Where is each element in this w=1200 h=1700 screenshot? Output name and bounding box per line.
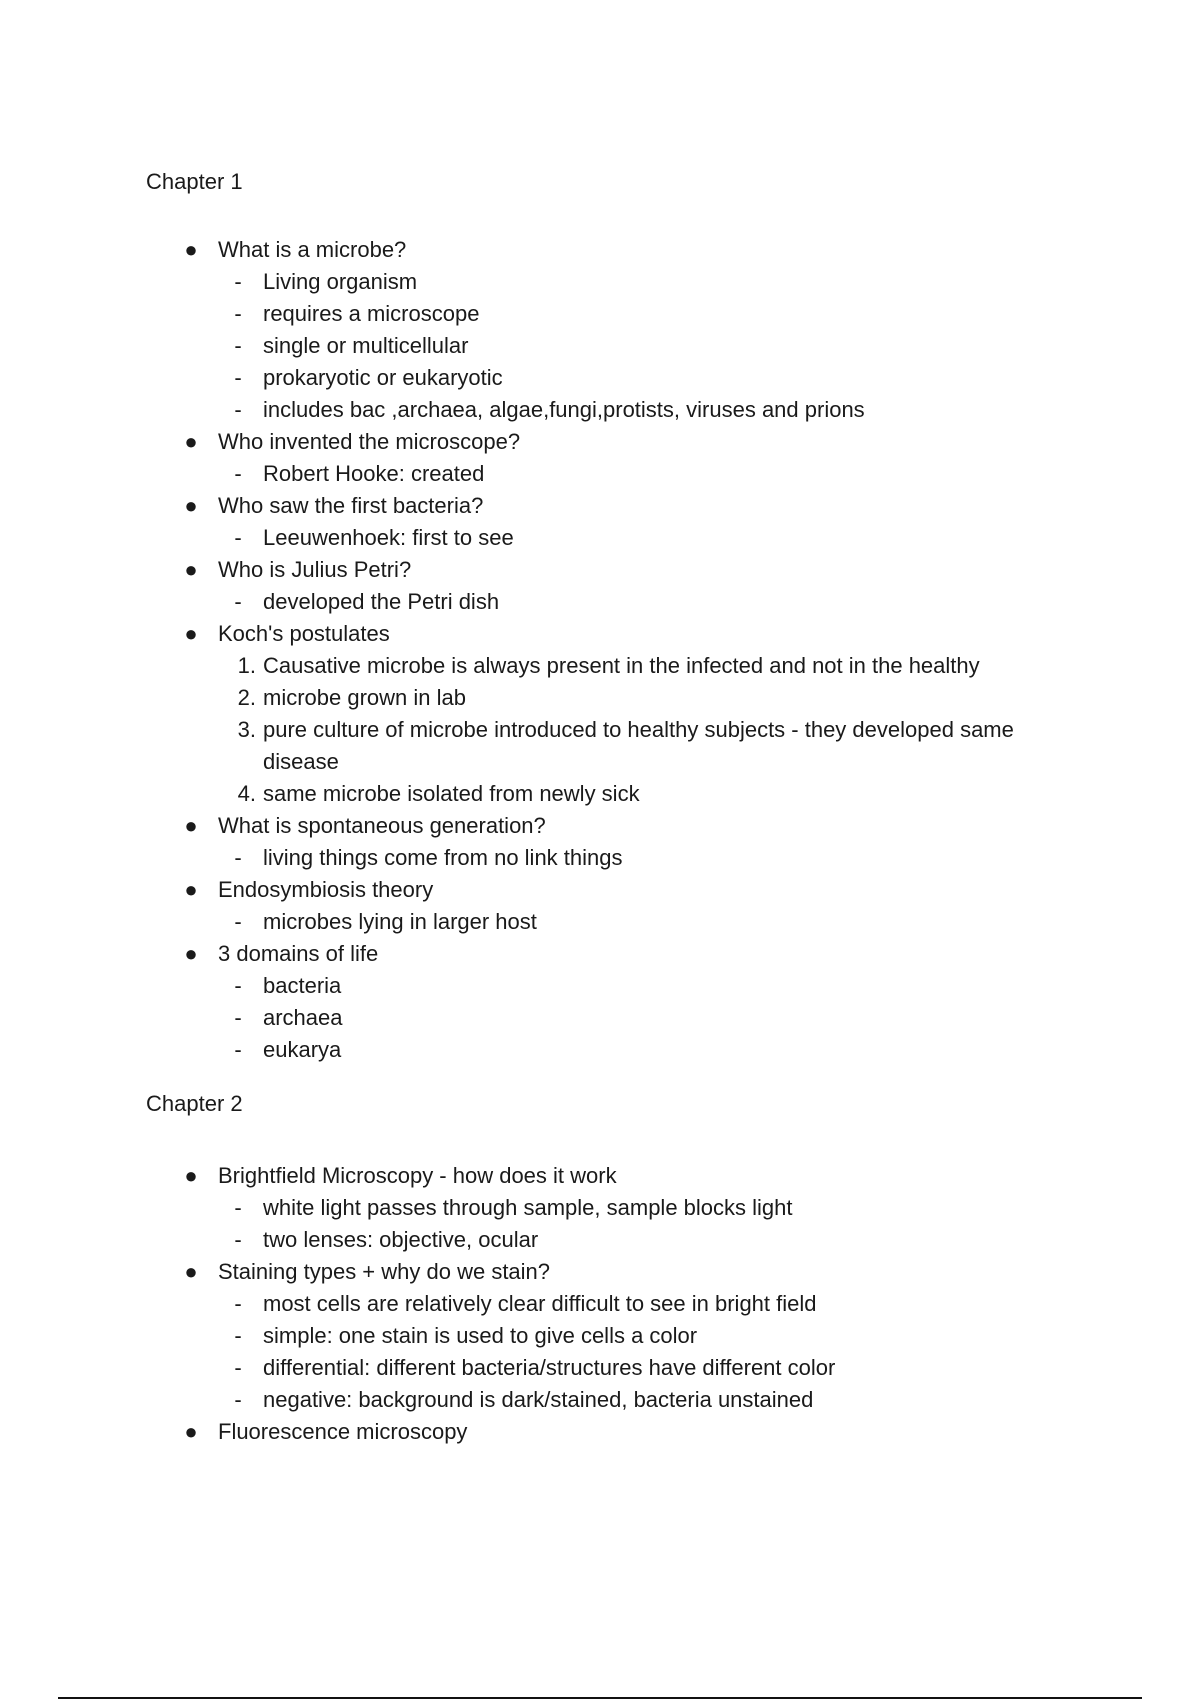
- item-number: 4.: [237, 781, 256, 806]
- list-item: [146, 426, 1086, 490]
- sub-item: - developed the Petri dish: [146, 586, 1086, 618]
- sub-item: - single or multicellular: [146, 330, 1086, 362]
- dash-icon: -: [234, 589, 242, 614]
- sub-item: - eukarya: [146, 1034, 1086, 1066]
- bullet-icon: ●: [184, 237, 198, 262]
- chapter-1-list: [146, 234, 1086, 1066]
- question-text: Koch's postulates: [218, 621, 390, 646]
- dash-icon: -: [234, 1037, 242, 1062]
- bullet-icon: ●: [184, 493, 198, 518]
- list-item: [146, 1160, 1086, 1256]
- question-text: What is spontaneous generation?: [218, 813, 546, 838]
- bullet-icon: ●: [184, 1163, 198, 1188]
- bullet-icon: ●: [184, 557, 198, 582]
- chapter-2-list: [146, 1160, 1086, 1448]
- page-bottom-rule: [58, 1697, 1142, 1699]
- bullet-icon: ●: [184, 877, 198, 902]
- dash-icon: -: [234, 525, 242, 550]
- sub-item: - negative: background is dark/stained, bacteria unstained: [146, 1384, 1086, 1416]
- dash-icon: -: [234, 845, 242, 870]
- dash-icon: -: [234, 461, 242, 486]
- dash-icon: -: [234, 1227, 242, 1252]
- sub-item: - most cells are relatively clear difficult to see in bright field: [146, 1288, 1086, 1320]
- dash-icon: -: [234, 973, 242, 998]
- item-number: 3.: [237, 717, 256, 742]
- dash-icon: -: [234, 333, 242, 358]
- dash-icon: -: [234, 1323, 242, 1348]
- list-item: [146, 554, 1086, 618]
- dash-icon: -: [234, 1005, 242, 1030]
- chapter-2-title: Chapter 2: [146, 1091, 243, 1116]
- question-text: 3 domains of life: [218, 941, 379, 966]
- list-item: [146, 874, 1086, 938]
- question-text: Who saw the first bacteria?: [218, 493, 484, 518]
- list-item: [146, 618, 1086, 810]
- sub-item: - prokaryotic or eukaryotic: [146, 362, 1086, 394]
- item-number: 2.: [237, 685, 256, 710]
- numbered-item: 4. same microbe isolated from newly sick: [146, 778, 1086, 810]
- bullet-icon: ●: [184, 1259, 198, 1284]
- question-text: Fluorescence microscopy: [218, 1419, 468, 1444]
- sub-item: - bacteria: [146, 970, 1086, 1002]
- notes-page: [146, 166, 1086, 1448]
- sub-item: - includes bac ,archaea, algae,fungi,protists, viruses and prions: [146, 394, 1086, 426]
- chapter-1-title: Chapter 1: [146, 169, 243, 194]
- sub-item: - requires a microscope: [146, 298, 1086, 330]
- sub-item: - two lenses: objective, ocular: [146, 1224, 1086, 1256]
- bullet-icon: ●: [184, 941, 198, 966]
- question-text: Who invented the microscope?: [218, 429, 521, 454]
- list-item: [146, 938, 1086, 1066]
- dash-icon: -: [234, 301, 242, 326]
- dash-icon: -: [234, 365, 242, 390]
- sub-item: - white light passes through sample, sample blocks light: [146, 1192, 1086, 1224]
- dash-icon: -: [234, 1291, 242, 1316]
- numbered-item: 2. microbe grown in lab: [146, 682, 1086, 714]
- bullet-icon: ●: [184, 429, 198, 454]
- sub-item: - archaea: [146, 1002, 1086, 1034]
- list-item: [146, 810, 1086, 874]
- sub-item: - Living organism: [146, 266, 1086, 298]
- sub-item: - simple: one stain is used to give cells a color: [146, 1320, 1086, 1352]
- item-number: 1.: [237, 653, 256, 678]
- list-item: [146, 234, 1086, 426]
- dash-icon: -: [234, 1195, 242, 1220]
- dash-icon: -: [234, 909, 242, 934]
- sub-item: - microbes lying in larger host: [146, 906, 1086, 938]
- dash-icon: -: [234, 397, 242, 422]
- bullet-icon: ●: [184, 621, 198, 646]
- sub-item: - living things come from no link things: [146, 842, 1086, 874]
- list-item: [146, 490, 1086, 554]
- dash-icon: -: [234, 1355, 242, 1380]
- dash-icon: -: [234, 269, 242, 294]
- question-text: Brightfield Microscopy - how does it work: [218, 1163, 617, 1188]
- list-item: [146, 1416, 1086, 1448]
- question-text: Endosymbiosis theory: [218, 877, 434, 902]
- question-text: Who is Julius Petri?: [218, 557, 412, 582]
- question-text: What is a microbe?: [218, 237, 407, 262]
- numbered-item: 3. pure culture of microbe introduced to healthy subjects - they developed same disease: [146, 714, 1086, 778]
- bullet-icon: ●: [184, 1419, 198, 1444]
- dash-icon: -: [234, 1387, 242, 1412]
- question-text: Staining types + why do we stain?: [218, 1259, 551, 1284]
- numbered-item: 1. Causative microbe is always present in the infected and not in the healthy: [146, 650, 1086, 682]
- sub-item: - Leeuwenhoek: first to see: [146, 522, 1086, 554]
- list-item: [146, 1256, 1086, 1416]
- sub-item: - differential: different bacteria/structures have different color: [146, 1352, 1086, 1384]
- bullet-icon: ●: [184, 813, 198, 838]
- sub-item: - Robert Hooke: created: [146, 458, 1086, 490]
